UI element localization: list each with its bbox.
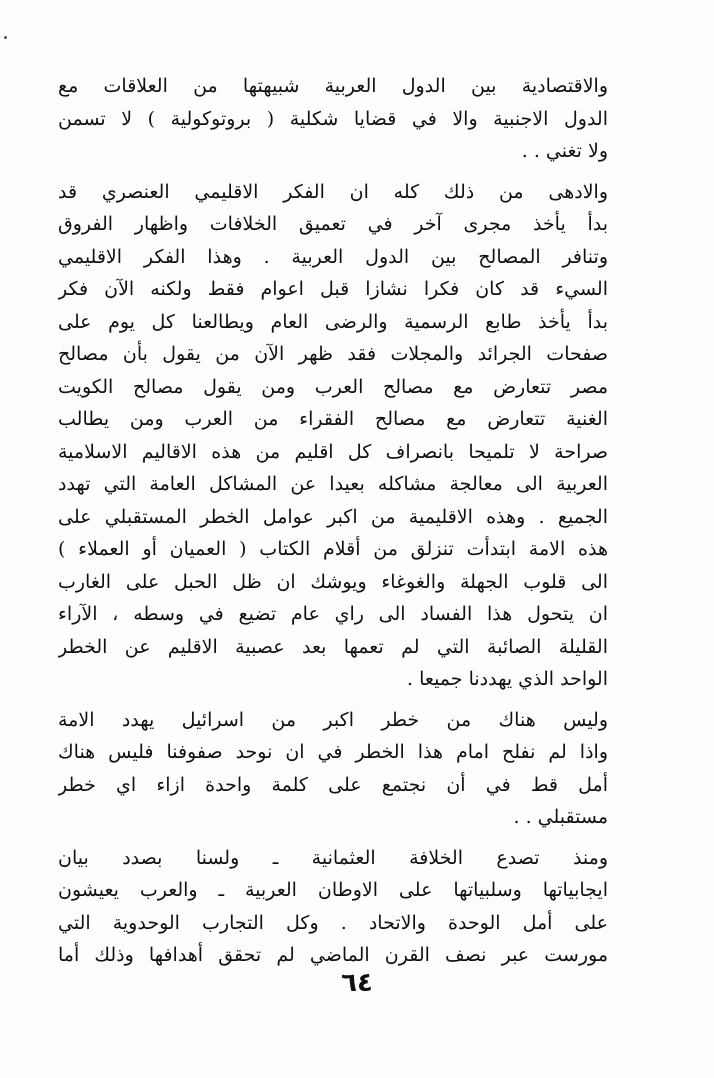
paragraph-2 [58,176,608,696]
text-line: مورست عبر نصف القرن الماضي لم تحقق أهدافها وذلك أما [58,944,608,966]
text-line: ان يتحول هذا الفساد الى راي عام تضيع في وسطه ، الآراء [58,603,608,625]
text-line: هذه الامة ابتدأت تنزلق من أقلام الكتاب ( العميان أو العملاء ) [58,538,608,560]
text-line: الغنية تتعارض مع مصالح الفقراء من العرب ومن يطالب [58,408,608,430]
text-line: ايجابياتها وسلبياتها على الاوطان العربية ـ والعرب يعيشون [58,879,608,901]
text-line: أمل قط في أن نجتمع على كلمة واحدة ازاء اي خطر [58,773,608,796]
text-line: صراحة لا تلميحا بانصراف كل اقليم من هذه الاقاليم الاسلامية [58,440,608,463]
text-line: ولا تغني . . [521,140,608,162]
text-line: مصر تتعارض مع مصالح العرب ومن يقول مصالح الكويت [58,375,608,398]
margin-speck [4,36,7,39]
text-line: الدول الاجنبية والا في قضايا شكلية ( بروتوكولية ) لا تسمن [58,107,608,130]
text-line: القليلة الصائبة التي لم تعمها بعد عصبية الاقليم عن الخطر [58,635,608,658]
text-line: صفحات الجرائد والمجلات فقد ظهر الآن من يقول بأن مصالح [58,343,608,365]
text-line: واذا لم نفلح امام هذا الخطر في ان نوحد صفوفنا فليس هناك [58,741,608,763]
text-line: الى قلوب الجهلة والغوغاء ويوشك ان ظل الحبل على الغارب [58,570,608,593]
text-line: والاقتصادية بين الدول العربية شبيهتها من العلاقات مع [58,75,608,97]
text-line: السيء قد كان فكرا نشازا قبل اعوام فقط ولكنه الآن فكر [58,278,608,300]
page-number: ٦٤ [341,968,373,998]
text-line: بدأ يأخذ مجرى آخر في تعميق الخلافات واظهار الفروق [58,213,608,235]
text-line: الواحد الذي يهددنا جميعا . [407,668,608,690]
text-line: العربية الى معالجة مشاكله بعيدا عن المشاكل العامة التي تهدد [58,473,608,495]
paragraph-1 [58,70,608,168]
text-line: على أمل الوحدة والاتحاد . وكل التجارب الوحدوية التي [58,911,608,934]
paragraph-3 [58,704,608,834]
text-line: ومنذ تصدع الخلافة العثمانية ـ ولسنا بصدد بيان [58,846,608,869]
paragraph-4 [58,842,608,972]
text-line: وتنافر المصالح بين الدول العربية . وهذا الفكر الاقليمي [58,245,608,268]
text-line: والادهى من ذلك كله ان الفكر الاقليمي العنصري قد [58,180,608,203]
text-line: الجميع . وهذه الاقليمية من اكبر عوامل الخطر المستقبلي على [58,505,608,528]
text-line: مستقبلي . . [513,806,608,828]
text-line: بدأ يأخذ طابع الرسمية والرضى العام ويطالعنا كل يوم على [58,310,608,333]
page-body [58,70,608,972]
text-line: وليس هناك من خطر اكبر من اسرائيل يهدد الامة [58,708,608,731]
